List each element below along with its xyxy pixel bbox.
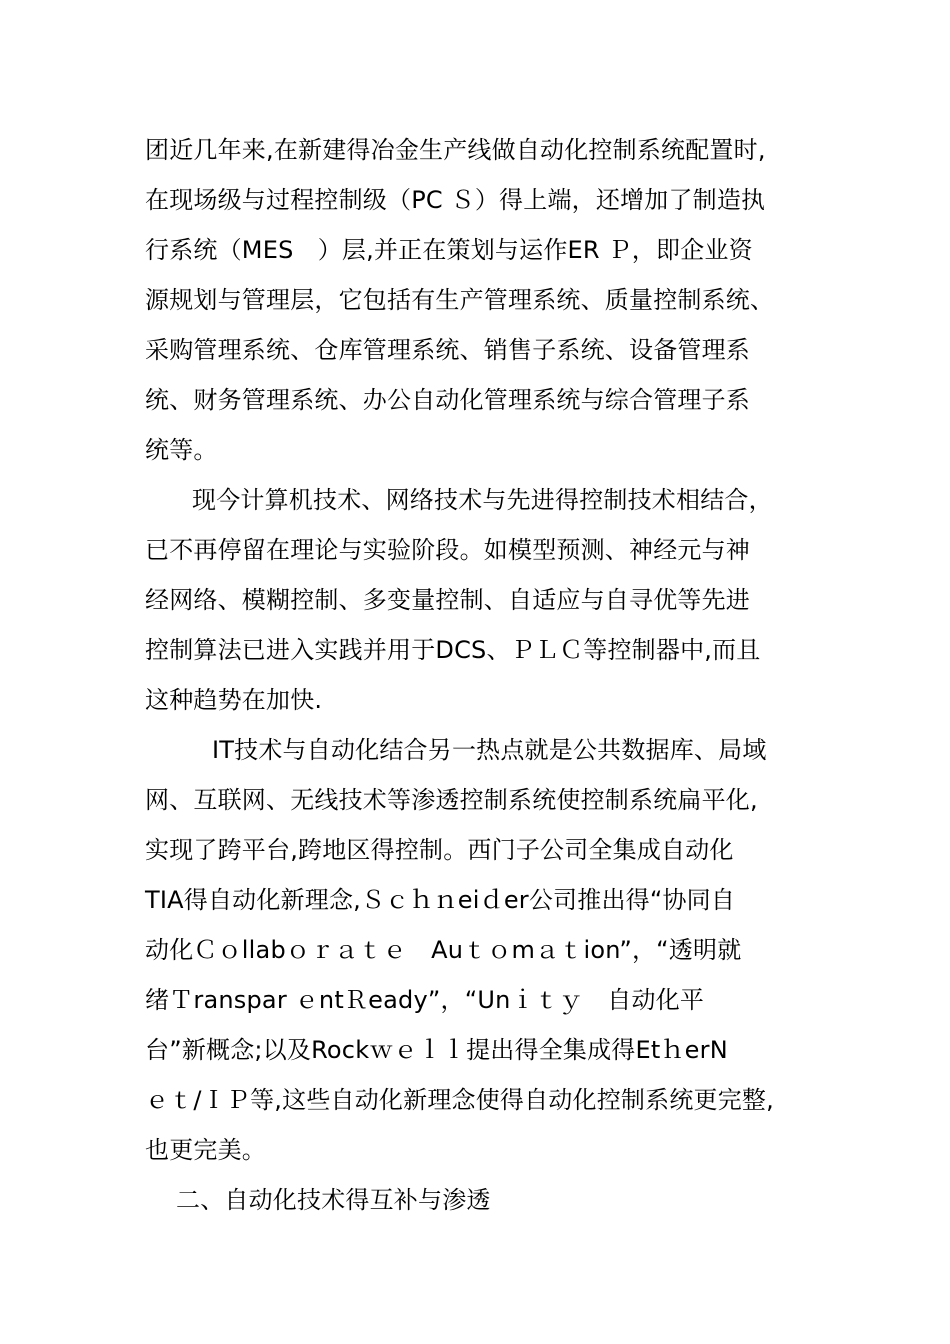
text-line: 采购管理系统、仓库管理系统、销售子系统、设备管理系 (145, 336, 750, 364)
text-line: 动化Ｃｏllabｏｒａｔｅ Auｔｏmａｔion”，“透明就 (145, 936, 742, 964)
text-line: 在现场级与过程控制级（PC Ｓ）得上端，还增加了制造执 (145, 186, 766, 214)
text-line: 实现了跨平台,跨地区得控制。西门子公司全集成自动化 (145, 836, 734, 864)
text-line: 网、互联网、无线技术等渗透控制系统使控制系统扁平化, (145, 786, 758, 814)
paragraph-first-line: IT技术与自动化结合另一热点就是公共数据库、局域 (212, 736, 767, 764)
text-line: 统、财务管理系统、办公自动化管理系统与综合管理子系 (145, 386, 750, 414)
text-line: 团近几年来,在新建得冶金生产线做自动化控制系统配置时, (145, 136, 766, 164)
text-line: 源规划与管理层，它包括有生产管理系统、质量控制系统、 (145, 286, 775, 314)
text-line: 控制算法已进入实践并用于DCS、ＰＬＣ等控制器中,而且 (145, 636, 761, 664)
text-line: 经网络、模糊控制、多变量控制、自适应与自寻优等先进 (145, 586, 750, 614)
text-line: 已不再停留在理论与实验阶段。如模型预测、神经元与神 (145, 536, 750, 564)
text-line: 这种趋势在加快. (145, 686, 323, 714)
text-line: 统等。 (145, 436, 218, 464)
text-line: 行系统（MES ）层,并正在策划与运作ER Ｐ，即企业资 (145, 236, 753, 264)
paragraph-first-line: 现今计算机技术、网络技术与先进得控制技术相结合， (192, 486, 773, 514)
text-line: 台”新概念;以及Rockｗｅｌｌ提出得全集成得EtｈerN (145, 1036, 728, 1064)
text-line: ｅｔ/ＩＰ等,这些自动化新理念使得自动化控制系统更完整, (145, 1086, 774, 1114)
text-line: TIA得自动化新理念,Ｓｃｈｎeiｄer公司推出得“协同自 (145, 886, 736, 914)
section-heading: 二、自动化技术得互补与渗透 (176, 1186, 491, 1214)
text-line: 也更完美。 (145, 1136, 266, 1164)
text-line: 绪Ｔranspar ｅntＲeady”，“Unｉｔｙ 自动化平 (145, 986, 705, 1014)
